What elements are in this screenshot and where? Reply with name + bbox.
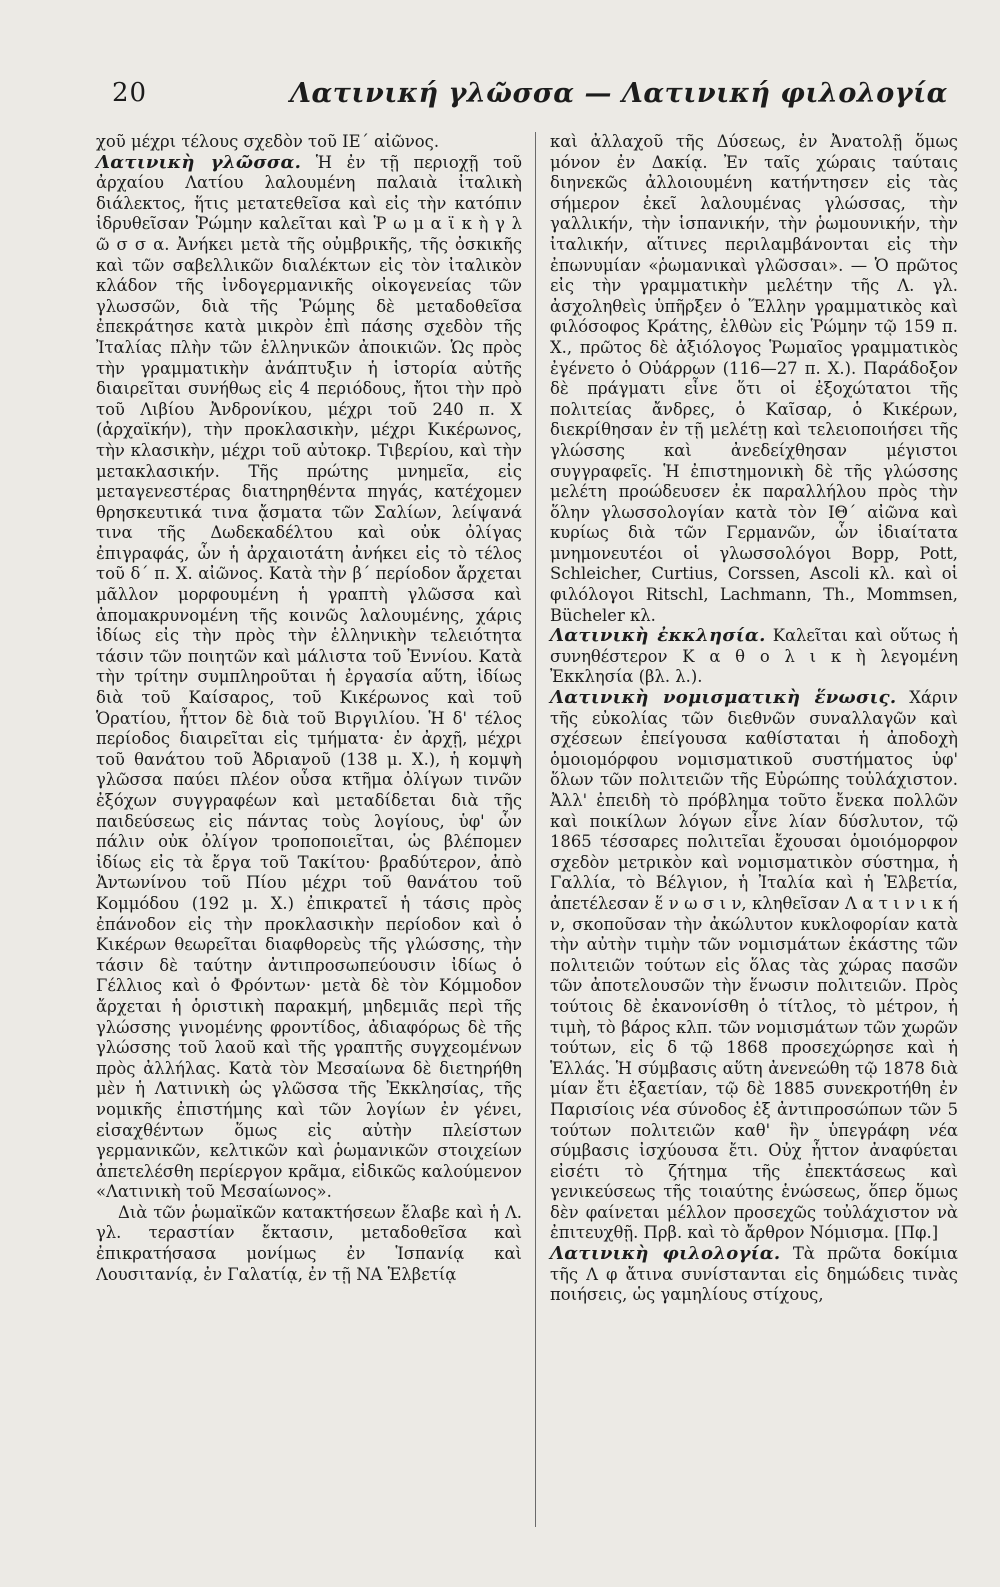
entry-heading: Λατινικὴ φιλολογία. xyxy=(550,1243,781,1265)
paragraph-continuation: καὶ ἀλλαχοῦ τῆς Δύσεως, ἐν Ἀνατολῇ ὅμως μόνον ἐν Δακίᾳ. Ἐν ταῖς χώραις ταύταις διηνεκῶς ἀλλοιουμένη κατήντησεν εἰς τὰς σήμερον ἐκεῖ λαλουμένας γλώσσας, τὴν γαλλικήν, τὴν ἱσπανικήν, τὴν ῥωμουνικήν, τὴν ἰταλικήν, αἵτινες περιλαμβάνονται εἰς τὴν ἐπωνυμίαν «ῥωμανικαὶ γλῶσσαι». — Ὁ πρῶτος εἰς τὴν γραμματικὴν μελέτην τῆς Λ. γλ. ἀσχοληθεὶς ὑπῆρξεν ὁ Ἕλλην γραμματικὸς καὶ φιλόσοφος Κράτης, ἐλθὼν εἰς Ῥώμην τῷ 159 π. Χ., πρῶτος δὲ ἀξιόλογος Ῥωμαῖος γραμματικὸς ἐγένετο ὁ Οὐάρρων (116—27 π. Χ.). Παράδοξον δὲ πράγματι εἶνε ὅτι οἱ ἐξοχώτατοι τῆς πολιτείας ἄνδρες, ὁ Καῖσαρ, ὁ Κικέρων, διεκρίθησαν ἐν τῇ μελέτῃ καὶ τελειοποιήσει τῆς γλώσσης καὶ ἀνεδείχθησαν μέγιστοι συγγραφεῖς. Ἡ ἐπιστημονικὴ δὲ τῆς γλώσσης μελέτη προώδευσεν ἐκ παραλλήλου πρὸς τὴν ὅλην γλωσσολογίαν κατὰ τὸν ΙΘ΄ αἰῶνα καὶ κυρίως διὰ τῶν Γερμανῶν, ὧν ἰδιαίτατα μνημονευτέοι οἱ γλωσσολόγοι Bopp, Pott, Schleicher, Curtius, Corssen, Ascoli κλ. καὶ οἱ φιλόλογοι Ritschl, Lachmann, Th., Mommsen, Bücheler κλ. xyxy=(550,132,958,625)
entry-text: Χάριν τῆς εὐκολίας τῶν διεθνῶν συναλλαγῶν καὶ σχέσεων ἐπείγουσα καθίσταται ἡ ἀποδοχὴ ὁμοιομόρφου νομισματικοῦ συστήματος ὑφ' ὅλων τῶν πολιτειῶν τῆς Εὐρώπης τοὐλάχιστον. Ἀλλ' ἐπειδὴ τὸ πρόβλημα τοῦτο ἔνεκα πολλῶν καὶ ποικίλων λόγων εἶνε λίαν δύσλυτον, τῷ 1865 τέσσαρες πολιτεῖαι ἔχουσαι ὁμοιόμορφον σχεδὸν μετρικὸν καὶ νομισματικὸν σύστημα, ἡ Γαλλία, τὸ Βέλγιον, ἡ Ἰταλία καὶ ἡ Ἑλβετία, ἀπετέλεσαν ἕ ν ω σ ι ν, κληθεῖσαν Λ α τ ι ν ι κ ή ν, σκοποῦσαν τὴν ἀκώλυτον κυκλοφορίαν κατὰ τὴν αὐτὴν τιμὴν τῶν νομισμάτων ἑκάστης τῶν πολιτειῶν τούτων εἰς ὅλας τὰς χώρας πασῶν τῶν ἀποτελουσῶν τὴν ἕνωσιν πολιτειῶν. Πρὸς τούτοις δὲ ἐκανονίσθη ὁ τίτλος, τὸ μέτρον, ἡ τιμὴ, τὸ βάρος κλπ. τῶν νομισμάτων τῶν χωρῶν τούτων, εἰς δ τῷ 1868 προσεχώρησε καὶ ἡ Ἑλλάς. Ἡ σύμβασις αὕτη ἀνενεώθη τῷ 1878 διὰ μίαν ἔτι ἑξαετίαν, τῷ δὲ 1885 συνεκροτήθη ἐν Παρισίοις νέα σύνοδος ἐξ ἀντιπροσώπων τῶν 5 τούτων πολιτειῶν καθ' ἣν ὑπεγράφη νέα σύμβασις ἰσχύουσα ἔτι. Οὐχ ἧττον ἀναφύεται εἰσέτι τὸ ζήτημα τῆς ἐπεκτάσεως καὶ γενικεύσεως τῆς τοιαύτης ἑνώσεως, ὅπερ ὅμως δὲν φαίνεται μέλλον προσεχῶς τοὐλάχιστον νὰ ἐπιτευχθῇ. Πρβ. καὶ τὸ ἄρθρον Νόμισμα. [Πφ.] xyxy=(550,688,958,1243)
left-column xyxy=(96,132,522,1285)
entry-latin-literature xyxy=(550,1244,958,1306)
entry-text: Ἡ ἐν τῇ περιοχῇ τοῦ ἀρχαίου Λατίου λαλουμένη παλαιὰ ἰταλικὴ διάλεκτος, ἥτις μετατεθεῖσα καὶ εἰς τὴν κατόπιν ἱδρυθεῖσαν Ῥώμην καλεῖται καὶ Ῥ ω μ α ϊ κ ὴ γ λ ῶ σ σ α. Ἀνήκει μετὰ τῆς οὐμβρικῆς, τῆς ὀσκικῆς καὶ τῶν σαβελλικῶν διαλέκτων εἰς τὸν ἰταλικὸν κλάδον τῆς ἰνδογερμανικῆς οἰκογενείας τῶν γλωσσῶν, διὰ τῆς Ῥώμης δὲ μεταδοθεῖσα ἐπεκράτησε κατὰ μικρὸν ἐπὶ πάσης σχεδὸν τῆς Ἰταλίας πλὴν τῶν ἑλληνικῶν ἀποικιῶν. Ὡς πρὸς τὴν γραμματικὴν ἀνάπτυξιν ἡ ἱστορία αὐτῆς διαιρεῖται συνήθως εἰς 4 περιόδους, ἤτοι τὴν πρὸ τοῦ Λιβίου Ἀνδρονίκου, μέχρι τοῦ 240 π. Χ (ἀρχαϊκήν), τὴν προκλασικὴν, μέχρι Κικέρωνος, τὴν κλασικὴν, μέχρι τοῦ αὐτοκρ. Τιβερίου, καὶ τὴν μετακλασικήν. Τῆς πρώτης μνημεῖα, εἰς μεταγενεστέρας διατηρηθέντα πηγάς, κατέχομεν θρησκευτικά τινα ᾄσματα τῶν Σαλίων, λείψανά τινα τῆς Δωδεκαδέλτου καὶ οὐκ ὀλίγας ἐπιγραφάς, ὧν ἡ ἀρχαιοτάτη ἀνήκει εἰς τὸ τέλος τοῦ δ΄ π. Χ. αἰῶνος. Κατὰ τὴν β΄ περίοδον ἄρχεται μᾶλλον μορφουμένη ἡ γραπτὴ γλῶσσα καὶ ἀπομακρυνομένη τῆς κοινῶς λαλουμένης, χάρις ἰδίως εἰς τὴν πρὸς τὴν ἑλληνικὴν τελειότητα τάσιν τῶν ποιητῶν καὶ μάλιστα τοῦ Ἐννίου. Κατὰ τὴν τρίτην συμπληροῦται ἡ ἐργασία αὕτη, ἰδίως διὰ τοῦ Καίσαρος, τοῦ Κικέρωνος καὶ τοῦ Ὁρατίου, ἧττον δὲ διὰ τοῦ Βιργιλίου. Ἡ δ' τέλος περίοδος διαιρεῖται εἰς τμήματα· ἐν ἀρχῇ, μέχρι τοῦ θανάτου τοῦ Ἀδριανοῦ (138 μ. Χ.), ἡ κομψὴ γλῶσσα παύει πλέον οὖσα κτῆμα ὀλίγων τινῶν ἐξόχων συγγραφέων καὶ μεταδίδεται διὰ τῆς παιδεύσεως εἰς πάντας τοὺς λογίους, ὑφ' ὧν πάλιν οὐκ ὀλίγον τροποποιεῖται, ὡς βλέπομεν ἰδίως εἰς τὰ ἔργα τοῦ Τακίτου· βραδύτερον, ἀπὸ Ἀντωνίνου τοῦ Πίου μέχρι τοῦ θανάτου τοῦ Κομμόδου (192 μ. Χ.) ἐπικρατεῖ ἡ τάσις πρὸς ἐπάνοδον εἰς τὴν προκλασικὴν περίοδον καὶ ὁ Κικέρων θεωρεῖται διαφθορεὺς τῆς γλώσσης, τὴν τάσιν δὲ ταύτην ἀντιπροσωπεύουσιν ἰδίως ὁ Γέλλιος καὶ ὁ Φρόντων· μετὰ δὲ τὸν Κόμμοδον ἄρχεται ἡ ὁριστικὴ παρακμή, μηδεμιᾶς περὶ τῆς γλώσσης γινομένης φροντίδος, ἀδιαφόρως δὲ τῆς γλώσσης τοῦ λαοῦ καὶ τῆς γραπτῆς συγχεομένων πρὸς ἀλλήλας. Κατὰ τὸν Μεσαίωνα δὲ διετηρήθη μὲν ἡ Λατινικὴ ὡς γλῶσσα τῆς Ἐκκλησίας, τῆς νομικῆς ἐπιστήμης καὶ τῶν λογίων ἐν γένει, εἰσαχθέντων ὅμως εἰς αὐτὴν πλείστων γερμανικῶν, κελτικῶν καὶ ῥωμανικῶν στοιχείων ἀπετελέσθη περίεργον κρᾶμα, εἰδικῶς καλούμενον «Λατινικὴ τοῦ Μεσαίωνος». xyxy=(96,152,522,1202)
entry-latin-language xyxy=(96,153,522,1203)
entry-latin-monetary-union xyxy=(550,688,958,1244)
page-number: 20 xyxy=(112,78,148,108)
entry-text: Καλεῖται καὶ οὕτως ἡ συνηθέστερον Κ α θ ο λ ι κ ὴ λεγομένη Ἐκκλησία (βλ. λ.). xyxy=(550,626,958,687)
paragraph-continuation: χοῦ μέχρι τέλους σχεδὸν τοῦ ΙΕ΄ αἰῶνος. xyxy=(96,132,440,151)
entry-heading: Λατινικὴ γλῶσσα. xyxy=(96,151,302,173)
column-divider xyxy=(535,132,536,1527)
running-head: Λατινική γλῶσσα — Λατινική φιλολογία xyxy=(290,78,948,109)
entry-heading: Λατινικὴ νομισματικὴ ἕνωσις. xyxy=(550,687,897,709)
right-column xyxy=(550,132,958,1306)
entry-text: Τὰ πρῶτα δοκίμια τῆς Λ φ ἄτινα συνίστανται εἰς δημώδεις τινὰς ποιήσεις, ὡς γαμηλίους στίχους, xyxy=(550,1244,958,1305)
paragraph: Διὰ τῶν ῥωμαϊκῶν κατακτήσεων ἔλαβε καὶ ἡ Λ. γλ. τεραστίαν ἔκτασιν, μεταδοθεῖσα καὶ ἐπικρατήσασα μονίμως ἐν Ἱσπανίᾳ καὶ Λουσιτανίᾳ, ἐν Γαλατίᾳ, ἐν τῇ ΝΑ Ἑλβετίᾳ xyxy=(96,1202,522,1284)
entry-latin-church xyxy=(550,626,958,688)
entry-heading: Λατινικὴ ἐκκλησία. xyxy=(550,625,766,647)
